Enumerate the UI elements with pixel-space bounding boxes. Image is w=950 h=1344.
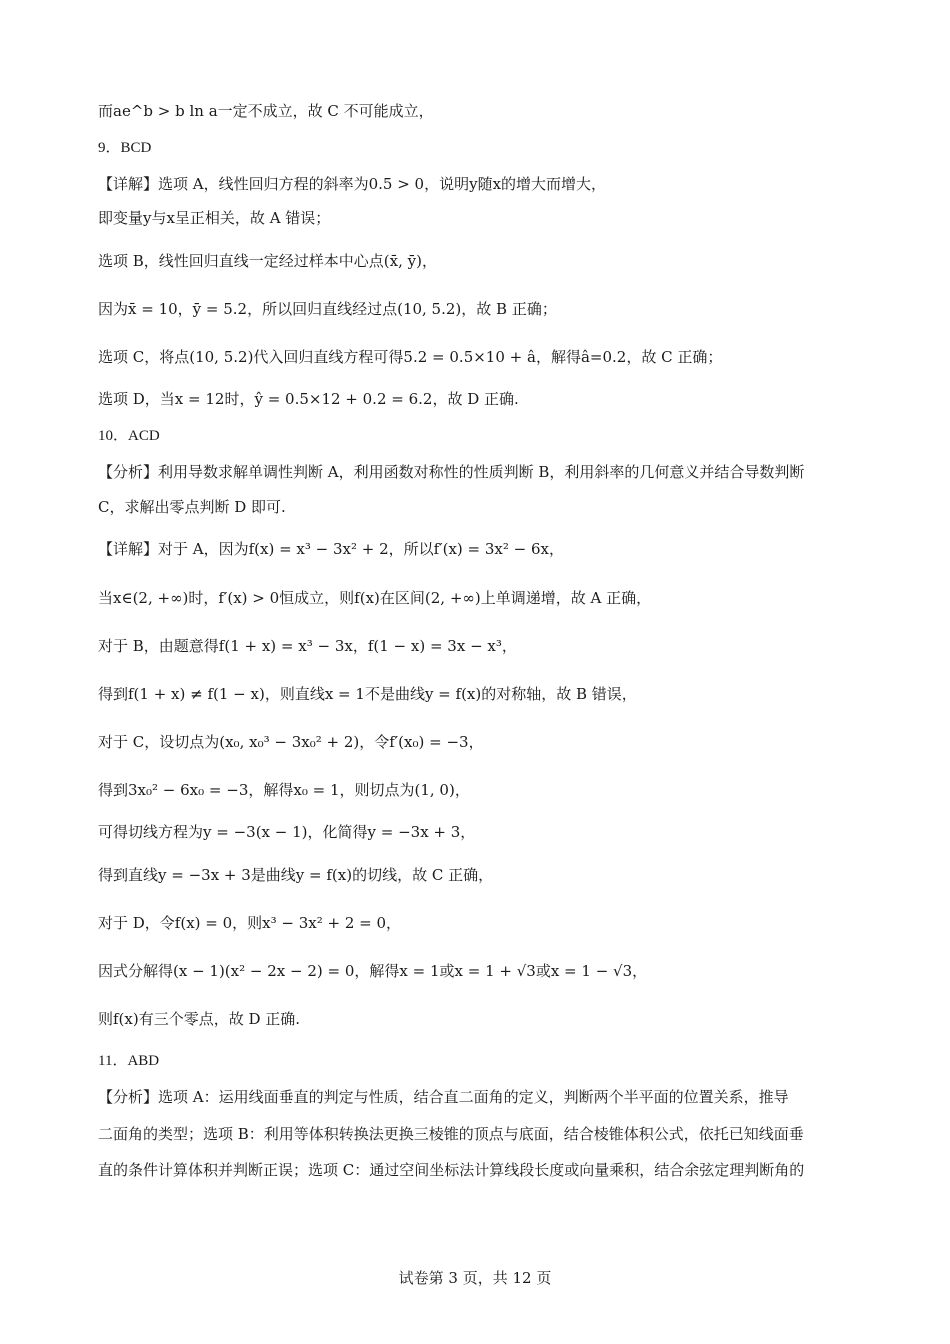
text-line: 二面角的类型；选项 B：利用等体积转换法更换三棱锥的顶点与底面，结合棱锥体积公式，依托已知线面垂 (98, 1125, 804, 1143)
answer-heading-11: 11．ABD (98, 1053, 160, 1069)
text-line: 因为x̄ = 10，ȳ = 5.2，所以回归直线经过点(10, 5.2)，故 B 正确； (98, 300, 557, 318)
text-line: 得到3x₀² − 6x₀ = −3，解得x₀ = 1，则切点为(1, 0)， (98, 781, 470, 799)
answer-heading-10: 10．ACD (98, 428, 160, 444)
text-line: 而ae^b > b ln a一定不成立，故 C 不可能成立， (98, 102, 434, 120)
text-line: 得到直线y = −3x + 3是曲线y = f(x)的切线，故 C 正确， (98, 866, 494, 884)
text-line: 因式分解得(x − 1)(x² − 2x − 2) = 0，解得x = 1或x = 1 + √3或x = 1 − √3， (98, 962, 648, 980)
text-line: 【分析】利用导数求解单调性判断 A，利用函数对称性的性质判断 B，利用斜率的几何意义并结合导数判断 (98, 463, 805, 481)
text-line: 对于 C，设切点为(x₀, x₀³ − 3x₀² + 2)，令f′(x₀) = −3， (98, 733, 484, 751)
text-line: 选项 B，线性回归直线一定经过样本中心点(x̄, ȳ)， (98, 252, 437, 270)
text-line: 【分析】选项 A：运用线面垂直的判定与性质，结合直二面角的定义，判断两个半平面的位置关系，推导 (98, 1088, 789, 1106)
text-line: 选项 D，当x = 12时，ŷ = 0.5×12 + 0.2 = 6.2，故 D 正确. (98, 390, 519, 408)
text-line: 【详解】对于 A，因为f(x) = x³ − 3x² + 2，所以f′(x) = 3x² − 6x， (98, 540, 565, 558)
text-line: 对于 D，令f(x) = 0，则x³ − 3x² + 2 = 0， (98, 914, 402, 932)
text-line: 选项 C，将点(10, 5.2)代入回归直线方程可得5.2 = 0.5×10 + â，解得â=0.2，故 C 正确； (98, 348, 723, 366)
text-line: 直的条件计算体积并判断正误；选项 C：通过空间坐标法计算线段长度或向量乘积，结合余弦定理判断角的 (98, 1161, 805, 1179)
text-line: 对于 B，由题意得f(1 + x) = x³ − 3x，f(1 − x) = 3x − x³， (98, 637, 517, 655)
text-line: 可得切线方程为y = −3(x − 1)，化简得y = −3x + 3， (98, 823, 476, 841)
page-footer: 试卷第 3 页，共 12 页 (398, 1269, 552, 1287)
text-line: 当x∈(2, +∞)时，f′(x) > 0恒成立，则f(x)在区间(2, +∞)上单调递增，故 A 正确， (98, 589, 652, 607)
text-line: C，求解出零点判断 D 即可. (98, 498, 286, 516)
text-line: 则f(x)有三个零点，故 D 正确. (98, 1010, 301, 1028)
answer-heading-9: 9．BCD (98, 140, 152, 156)
text-line: 得到f(1 + x) ≠ f(1 − x)，则直线x = 1不是曲线y = f(x)的对称轴，故 B 错误， (98, 685, 637, 703)
text-line: 即变量y与x呈正相关，故 A 错误； (98, 209, 331, 227)
text-line: 【详解】选项 A，线性回归方程的斜率为0.5 > 0，说明y随x的增大而增大， (98, 175, 607, 193)
